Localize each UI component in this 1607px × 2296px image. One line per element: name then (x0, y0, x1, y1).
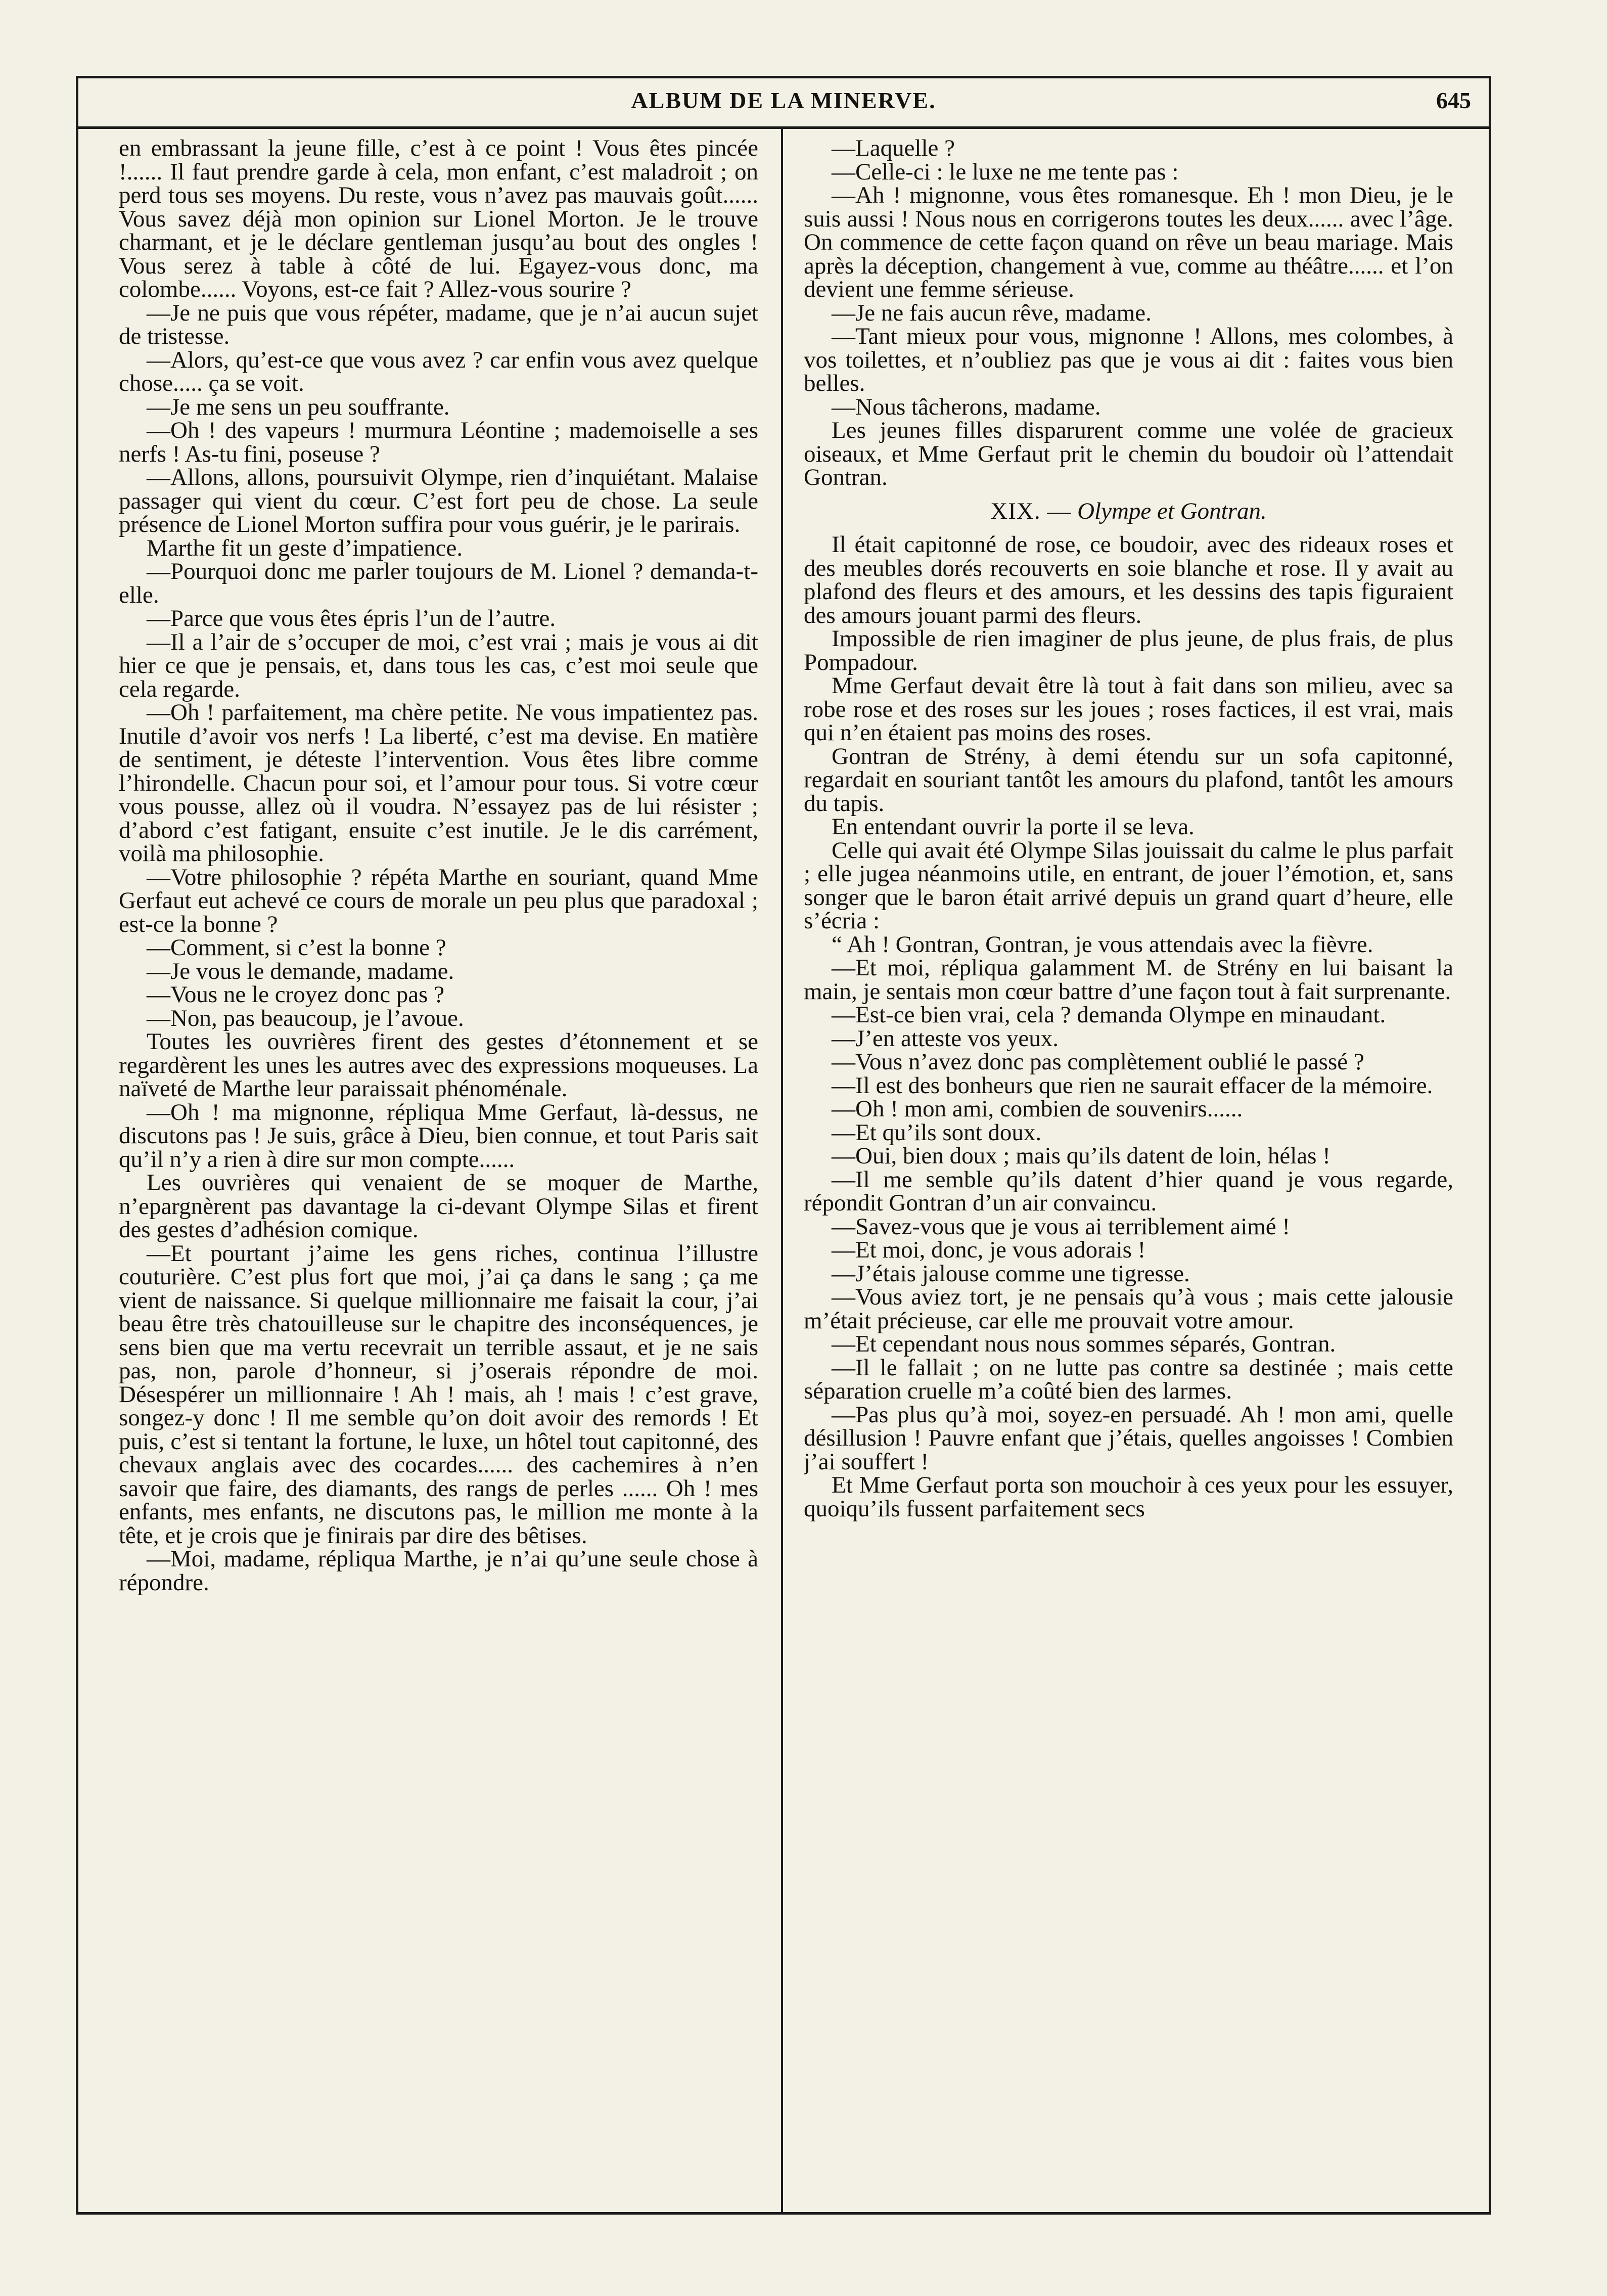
paragraph: —Alors, qu’est-ce que vous avez ? car enfin vous avez quelque chose..... ça se voit. (119, 346, 758, 396)
paragraph: —Et moi, répliqua galamment M. de Strény en lui baisant la main, je sentais mon cœur battre d’une façon tout à fait surprenante. (804, 955, 1453, 1005)
paragraph: —Oh ! ma mignonne, répliqua Mme Gerfaut, là-dessus, ne discutons pas ! Je suis, grâce à Dieu, bien connue, et tout Paris sait qu’il n’y a rien à dire sur mon compte...... (119, 1099, 758, 1173)
paragraph: —Il est des bonheurs que rien ne saurait effacer de la mémoire. (832, 1072, 1433, 1099)
paragraph: —Pourquoi donc me parler toujours de M. Lionel ? demanda-t-elle. (119, 558, 758, 608)
paragraph: —Est-ce bien vrai, cela ? demanda Olympe en minaudant. (832, 1002, 1386, 1028)
paragraph: Celle qui avait été Olympe Silas jouissait du calme le plus parfait ; elle jugea néanmoins utile, en entrant, de jouer l’émotion, et, sans songer que le baron était arrivé depuis un grand quart d’heure, elle s’écria : (804, 837, 1453, 934)
paragraph: —Et qu’ils sont doux. (832, 1119, 1042, 1146)
column-divider (781, 129, 783, 2215)
paragraph: Et Mme Gerfaut porta son mouchoir à ces yeux pour les essuyer, quoiqu’ils fussent parfaitement secs (804, 1472, 1453, 1522)
paragraph: —Comment, si c’est la bonne ? (147, 934, 446, 961)
paragraph: —Et pourtant j’aime les gens riches, continua l’illustre couturière. C’est plus fort que moi, j’ai ça dans le sang ; ça me vient de naissance. Si quelque millionnaire me faisait la cour, j’ai beau être très chatouilleuse sur le chapitre des inconséquences, je sens bien que ma vertu recevrait un terrible assaut, et je ne sais pas, non, parole d’honneur, si j’oserais répondre de moi. Désespérer un millionnaire ! Ah ! mais, ah ! mais ! c’est grave, songez-y donc ! Il me semble qu’on doit avoir des remords ! Et puis, c’est si tentant la fortune, le luxe, un hôtel tout capitonné, des chevaux anglais avec des cocardes...... des cachemires à n’en savoir que faire, des diamants, des rangs de perles ...... Oh ! mes enfants, mes enfants, ne discutons pas, le million me monte à la tête, et je crois que je finirais par dire des bêtises. (119, 1240, 758, 1549)
paragraph: Toutes les ouvrières firent des gestes d’étonnement et se regardèrent les unes les autres avec des expressions moqueuses. La naïveté de Marthe leur paraissait phénoménale. (119, 1028, 758, 1102)
paragraph: Marthe fit un geste d’impatience. (147, 534, 463, 561)
paragraph: Il était capitonné de rose, ce boudoir, avec des rideaux roses et des meubles dorés recouverts en soie blanche et rose. Il y avait au plafond des fleurs et des amours, et les dessins des tapis figuraient des amours jouant parmi des fleurs. (804, 531, 1453, 628)
paragraph: —Votre philosophie ? répéta Marthe en souriant, quand Mme Gerfaut eut achevé ce cours de morale un peu plus que paradoxal ; est-ce la bonne ? (119, 864, 758, 937)
paragraph: —Je ne fais aucun rêve, madame. (832, 299, 1152, 326)
paragraph: —Tant mieux pour vous, mignonne ! Allons, mes colombes, à vos toilettes, et n’oubliez pas que je vous ai dit : faites vous bien belles. (804, 323, 1453, 396)
paragraph: —Parce que vous êtes épris l’un de l’autre. (147, 605, 556, 632)
paragraph: —Celle-ci : le luxe ne me tente pas : (832, 158, 1179, 185)
paragraph: Impossible de rien imaginer de plus jeune, de plus frais, de plus Pompadour. (804, 625, 1453, 676)
paragraph: —Ah ! mignonne, vous êtes romanesque. Eh ! mon Dieu, je le suis aussi ! Nous nous en corrigerons toutes les deux...... avec l’âge. On commence de cette façon quand on rêve un beau mariage. Mais après la déception, changement à vue, comme au théâtre...... et l’on devient une femme sérieuse. (804, 182, 1453, 302)
paragraph: —Je vous le demande, madame. (147, 958, 454, 984)
section-number: XIX. — (990, 498, 1072, 524)
paragraph: —Vous n’avez donc pas complètement oublié le passé ? (832, 1049, 1364, 1075)
paragraph: —Oh ! des vapeurs ! murmura Léontine ; mademoiselle a ses nerfs ! As-tu fini, poseuse ? (119, 417, 758, 467)
paragraph: Les jeunes filles disparurent comme une volée de gracieux oiseaux, et Mme Gerfaut prit le chemin du boudoir où l’attendait Gontran. (804, 417, 1453, 490)
paragraph: —Allons, allons, poursuivit Olympe, rien d’inquiétant. Malaise passager qui vient du cœur. C’est fort peu de chose. La seule présence de Lionel Morton suffira pour vous guérir, je le parirais. (119, 464, 758, 537)
paragraph: —Je ne puis que vous répéter, madame, que je n’ai aucun sujet de tristesse. (119, 299, 758, 349)
paragraph: —Non, pas beaucoup, je l’avoue. (147, 1005, 464, 1031)
paragraph: “ Ah ! Gontran, Gontran, je vous attendais avec la fièvre. (832, 931, 1373, 958)
right-column-upper (804, 137, 1453, 489)
right-column-lower (804, 533, 1453, 1520)
paragraph: Les ouvrières qui venaient de se moquer de Marthe, n’epargnèrent pas davantage la ci-devant Olympe Silas et firent des gestes d’adhésion comique. (119, 1169, 758, 1243)
paragraph: —Vous ne le croyez donc pas ? (147, 981, 445, 1008)
paragraph: —Il a l’air de s’occuper de moi, c’est vrai ; mais je vous ai dit hier ce que je pensais, et, dans tous les cas, c’est moi seule que cela regarde. (119, 628, 758, 702)
paragraph: —J’étais jalouse comme une tigresse. (832, 1260, 1190, 1287)
paragraph: —Vous aviez tort, je ne pensais qu’à vous ; mais cette jalousie m’était précieuse, car elle me prouvait votre amour. (804, 1284, 1453, 1334)
paragraph: —Il le fallait ; on ne lutte pas contre sa destinée ; mais cette séparation cruelle m’a coûté bien des larmes. (804, 1354, 1453, 1404)
paragraph: —Et cependant nous nous sommes séparés, Gontran. (832, 1331, 1336, 1357)
page-header (76, 76, 1491, 129)
left-column (119, 137, 758, 2199)
paragraph: —Savez-vous que je vous ai terriblement aimé ! (832, 1213, 1291, 1240)
paragraph: —Moi, madame, répliqua Marthe, je n’ai qu’une seule chose à répondre. (119, 1546, 758, 1596)
paragraph: —Il me semble qu’ils datent d’hier quand je vous regarde, répondit Gontran d’un air convaincu. (804, 1166, 1453, 1216)
section-heading (804, 500, 1453, 523)
page-number: 645 (1436, 87, 1471, 113)
paragraph: —Oh ! parfaitement, ma chère petite. Ne vous impatientez pas. Inutile d’avoir vos nerfs ! La liberté, c’est ma devise. En matière de sentiment, je déteste l’intervention. Vous êtes libre comme l’hirondelle. Chacun pour soi, et l’amour pour tous. Si votre cœur vous pousse, allez où il voudra. N’essayez pas de lui résister ; d’abord c’est fatigant, ensuite c’est inutile. Je le dis carrément, voilà ma philosophie. (119, 699, 758, 867)
paragraph: —Oui, bien doux ; mais qu’ils datent de loin, hélas ! (832, 1143, 1330, 1169)
paragraph: —Oh ! mon ami, combien de souvenirs...... (832, 1096, 1243, 1122)
paragraph: —J’en atteste vos yeux. (832, 1025, 1059, 1052)
paragraph: —Pas plus qu’à moi, soyez-en persuadé. Ah ! mon ami, quelle désillusion ! Pauvre enfant que j’étais, quelles angoisses ! Combien j’ai souffert ! (804, 1401, 1453, 1475)
running-title: ALBUM DE LA MINERVE. (631, 87, 936, 113)
paragraph: Mme Gerfaut devait être là tout à fait dans son milieu, avec sa robe rose et des roses sur les joues ; roses factices, il est vrai, mais qui n’en étaient pas moins des roses. (804, 672, 1453, 746)
right-column (804, 137, 1453, 2199)
paragraph: —Laquelle ? (832, 137, 955, 161)
section-title: Olympe et Gontran. (1077, 498, 1267, 524)
paragraph: —Je me sens un peu souffrante. (147, 393, 450, 420)
paragraph: —Nous tâcherons, madame. (832, 393, 1101, 420)
paragraph: —Et moi, donc, je vous adorais ! (832, 1237, 1146, 1263)
paragraph: en embrassant la jeune fille, c’est à ce point ! Vous êtes pincée !...... Il faut prendre garde à cela, mon enfant, c’est maladroit ; on perd tous ses moyens. Du reste, vous n’avez pas mauvais goût...... Vous savez déjà mon opinion sur Lionel Morton. Je le trouve charmant, et je le déclare gentleman jusqu’au bout des ongles ! Vous serez à table à côté de lui. Egayez-vous donc, ma colombe...... Voyons, est-ce fait ? Allez-vous sourire ? (119, 137, 758, 302)
paragraph: En entendant ouvrir la porte il se leva. (832, 814, 1195, 840)
paragraph: Gontran de Strény, à demi étendu sur un sofa capitonné, regardait en souriant tantôt les amours du plafond, tantôt les amours du tapis. (804, 743, 1453, 817)
